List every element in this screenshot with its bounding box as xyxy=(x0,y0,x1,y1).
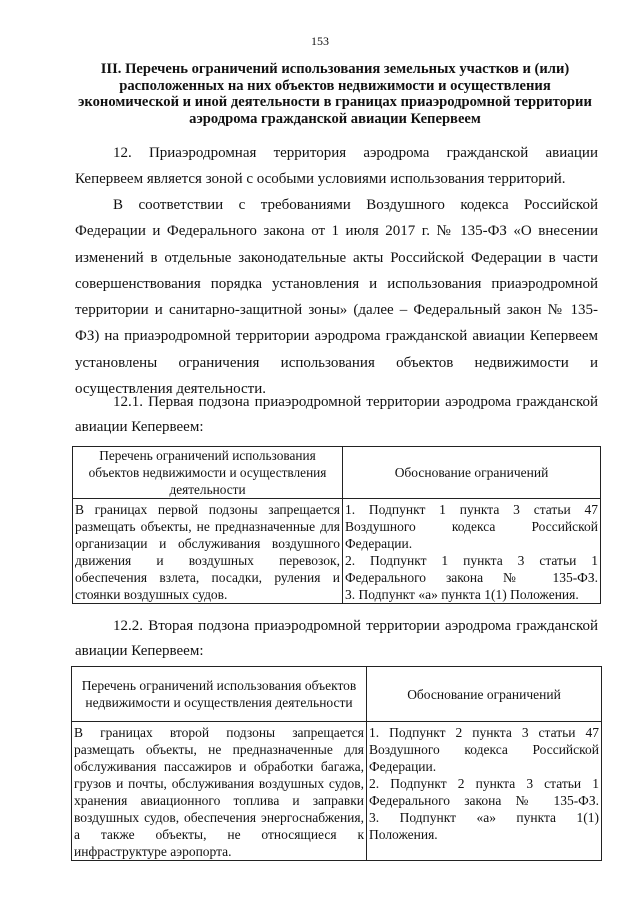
paragraph-12-2: 12.2. Вторая подзона приаэродромной территории аэродрома гражданской авиации Кепервеем: xyxy=(75,618,598,659)
justification-list xyxy=(367,722,602,861)
section-heading: III. Перечень ограничений использования земельных участков и (или) расположенных на них объектов недвижимости и осуществления экономической и иной деятельности в границах приаэродромной территории аэродрома гражданской авиации Кепервеем xyxy=(78,61,592,127)
justification-list xyxy=(343,499,601,604)
justification-item: 2. Подпункт 2 пункта 3 статьи 1 Федерального закона № 135-ФЗ. xyxy=(369,776,599,808)
table-header-restrictions: Перечень ограничений использования объектов недвижимости и осуществления деятельности xyxy=(72,667,367,722)
paragraph-legal-basis: В соответствии с требованиями Воздушного кодекса Российской Федерации и Федерального закона от 1 июля 2017 г. № 135-ФЗ «О внесении изменений в отдельные законодательные акты Российской Федерации в части совершенствования порядка установления и использования приаэродромной территории и санитарно-защитной зоны» (далее – Федеральный закон № 135-ФЗ) на приаэродромной территории аэродрома гражданской авиации Кепервеем установлены ограничения использования объектов недвижимости и осуществления деятельности. xyxy=(75,197,598,398)
justification-item: 1. Подпункт 2 пункта 3 статьи 47 Воздушного кодекса Российской Федерации. xyxy=(369,725,599,774)
restriction-text: В границах второй подзоны запрещается размещать объекты, не предназначенные для обслуживания пассажиров и обработки багажа, грузов и почты, обслуживания воздушных судов, хранения авиационного топлива и заправки воздушных судов, обеспечения энергоснабжения, а также объекты, не относящиеся к инфраструктуре аэропорта. xyxy=(72,722,367,861)
table-header-restrictions: Перечень ограничений использования объектов недвижимости и осуществления деятельности xyxy=(73,447,343,499)
justification-item: 2. Подпункт 1 пункта 3 статьи 1 Федерального закона № 135-ФЗ. xyxy=(345,553,598,585)
restrictions-table-subzone-1 xyxy=(72,446,601,604)
restrictions-table-subzone-2 xyxy=(71,666,602,861)
justification-item: 3. Подпункт «а» пункта 1(1) Положения. xyxy=(345,587,579,602)
justification-item: 3. Подпункт «а» пункта 1(1) Положения. xyxy=(369,810,599,842)
restriction-text: В границах первой подзоны запрещается размещать объекты, не предназначенные для организации и обслуживания воздушного движения и воздушных перевозок, обеспечения взлета, посадки, руления и стоянки воздушных судов. xyxy=(73,499,343,604)
paragraph-12: 12. Приаэродромная территория аэродрома гражданской авиации Кепервеем является зоной с особыми условиями использования территорий. xyxy=(75,145,598,188)
table-header-justification: Обоснование ограничений xyxy=(343,447,601,499)
justification-item: 1. Подпункт 1 пункта 3 статьи 47 Воздушного кодекса Российской Федерации. xyxy=(345,502,598,551)
paragraph-12-1: 12.1. Первая подзона приаэродромной территории аэродрома гражданской авиации Кепервеем: xyxy=(75,394,598,435)
table-header-justification: Обоснование ограничений xyxy=(367,667,602,722)
page-number: 153 xyxy=(311,34,329,48)
